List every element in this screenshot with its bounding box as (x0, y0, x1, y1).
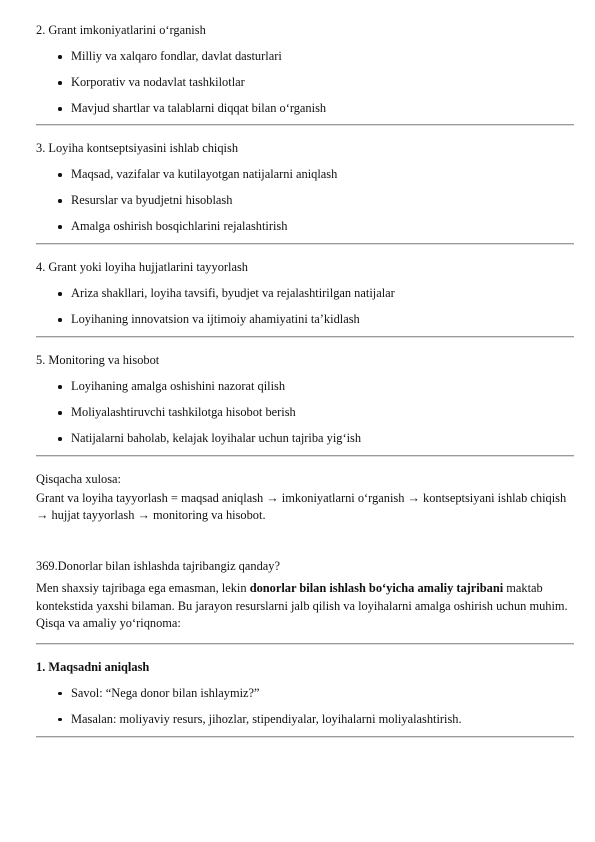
question-text: 369.Donorlar bilan ishlashda tajribangiz qanday? (36, 558, 280, 573)
list-item: Masalan: moliyaviy resurs, jihozlar, stipendiyalar, loyihalarni moliyalashtirish. (36, 711, 574, 728)
divider (36, 455, 574, 456)
list-item: Amalga oshirish bosqichlarini rejalashtirish (36, 218, 574, 235)
list-item: Loyihaning amalga oshishini nazorat qilish (36, 378, 574, 395)
divider (36, 336, 574, 337)
section-2-list (36, 48, 574, 117)
section-5-heading: 5. Monitoring va hisobot (36, 353, 160, 367)
list-item: Moliyalashtiruvchi tashkilotga hisobot berish (36, 404, 574, 421)
summary-text: Grant va loyiha tayyorlash = maqsad aniqlash → imkoniyatlarni o‘rganish → kontseptsiyani ishlab chiqish → hujjat tayyorlash → monitoring va hisobot. (36, 490, 567, 522)
list-item: Savol: “Nega donor bilan ishlaymiz?” (36, 685, 574, 702)
summary-title: Qisqacha xulosa: (36, 472, 121, 486)
list-item: Korporativ va nodavlat tashkilotlar (36, 74, 574, 91)
list-item: Ariza shakllari, loyiha tavsifi, byudjet va rejalashtirilgan natijalar (36, 285, 574, 302)
section-3-list (36, 166, 574, 235)
list-item: Milliy va xalqaro fondlar, davlat dasturlari (36, 48, 574, 65)
answer-intro: Men shaxsiy tajribaga ega emasman, lekin (36, 581, 250, 595)
section-3-heading: 3. Loyiha kontseptsiyasini ishlab chiqish (36, 141, 239, 155)
divider (36, 736, 574, 737)
answer-bold-phrase: donorlar bilan ishlash bo‘yicha amaliy tajribani (249, 581, 504, 595)
section-5-list (36, 378, 574, 447)
answer-rest: maktab kontekstida yaxshi bilaman. Bu jarayon resurslarni jalb qilish va loyihalarni amalga oshirish uchun muhim. Qisqa va amaliy yo‘riqnoma: (36, 581, 568, 630)
list-item: Mavjud shartlar va talablarni diqqat bilan o‘rganish (36, 100, 574, 117)
list-item: Loyihaning innovatsion va ijtimoiy ahamiyatini ta’kidlash (36, 311, 574, 328)
list-item: Maqsad, vazifalar va kutilayotgan natijalarni aniqlash (36, 166, 574, 183)
section-4-list (36, 285, 574, 328)
goal-heading: 1. Maqsadni aniqlash (36, 659, 150, 674)
document-page (36, 22, 574, 737)
answer-paragraph (36, 580, 574, 633)
goal-list (36, 685, 574, 728)
section-4-heading: 4. Grant yoki loyiha hujjatlarini tayyorlash (36, 260, 248, 274)
divider (36, 243, 574, 244)
section-2-heading: 2. Grant imkoniyatlarini o‘rganish (36, 23, 206, 37)
list-item: Resurslar va byudjetni hisoblash (36, 192, 574, 209)
divider (36, 124, 574, 125)
divider (36, 643, 574, 644)
list-item: Natijalarni baholab, kelajak loyihalar uchun tajriba yig‘ish (36, 430, 574, 447)
